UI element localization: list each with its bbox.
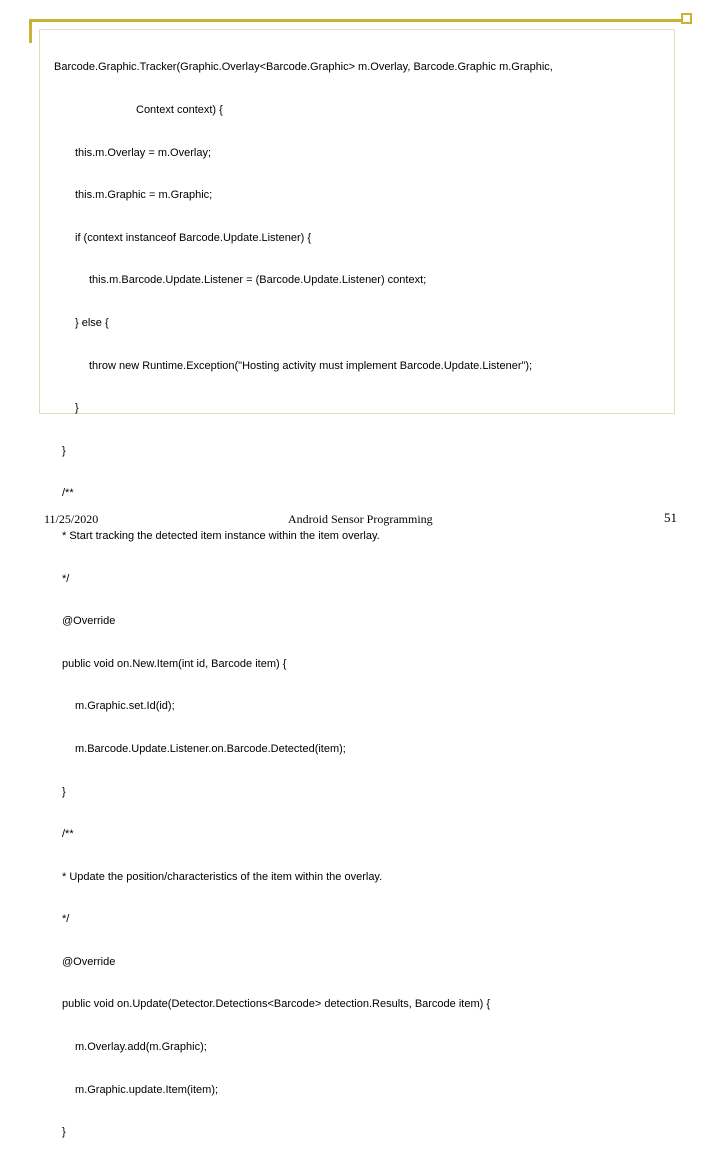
code-line: @Override: [62, 955, 116, 968]
code-line: this.m.Overlay = m.Overlay;: [75, 146, 212, 159]
code-line: */: [62, 913, 70, 926]
code-line: this.m.Barcode.Update.Listener = (Barcode.Update.Listener) context;: [89, 274, 427, 287]
code-line: m.Overlay.add(m.Graphic);: [75, 1041, 207, 1054]
code-block: [40, 32, 553, 1168]
decorative-horizontal-line: [29, 19, 687, 22]
code-line: * Update the position/characteristics of the item within the overlay.: [62, 870, 383, 883]
decorative-vertical-line: [29, 19, 32, 43]
code-line: }: [62, 1126, 66, 1139]
code-line: public void on.Update(Detector.Detections<Barcode> detection.Results, Barcode item) {: [62, 998, 491, 1011]
code-line: /**: [62, 828, 74, 841]
decorative-square-icon: [681, 13, 692, 24]
code-line: }: [75, 402, 79, 415]
code-line: Barcode.Graphic.Tracker(Graphic.Overlay<Barcode.Graphic> m.Overlay, Barcode.Graphic m.Graphic,: [54, 61, 553, 74]
code-line: }: [62, 444, 66, 457]
code-line: @Override: [62, 615, 116, 628]
code-line: * Start tracking the detected item instance within the item overlay.: [62, 529, 380, 542]
code-line: m.Graphic.update.Item(item);: [75, 1083, 219, 1096]
code-line: throw new Runtime.Exception("Hosting activity must implement Barcode.Update.Listener");: [89, 359, 533, 372]
footer-date: 11/25/2020: [44, 512, 99, 526]
code-line: m.Barcode.Update.Listener.on.Barcode.Detected(item);: [75, 742, 346, 755]
code-line: if (context instanceof Barcode.Update.Listener) {: [75, 231, 312, 244]
code-line: */: [62, 572, 70, 585]
code-line: /**: [62, 487, 74, 500]
code-line: } else {: [75, 316, 109, 329]
code-line: public void on.New.Item(int id, Barcode item) {: [62, 657, 287, 670]
footer-title: Android Sensor Programming: [288, 512, 433, 526]
code-line: Context context) {: [136, 104, 223, 116]
code-line: }: [62, 785, 66, 798]
page-number: 51: [664, 510, 677, 525]
code-line: m.Graphic.set.Id(id);: [75, 700, 175, 713]
code-line: this.m.Graphic = m.Graphic;: [75, 189, 213, 202]
